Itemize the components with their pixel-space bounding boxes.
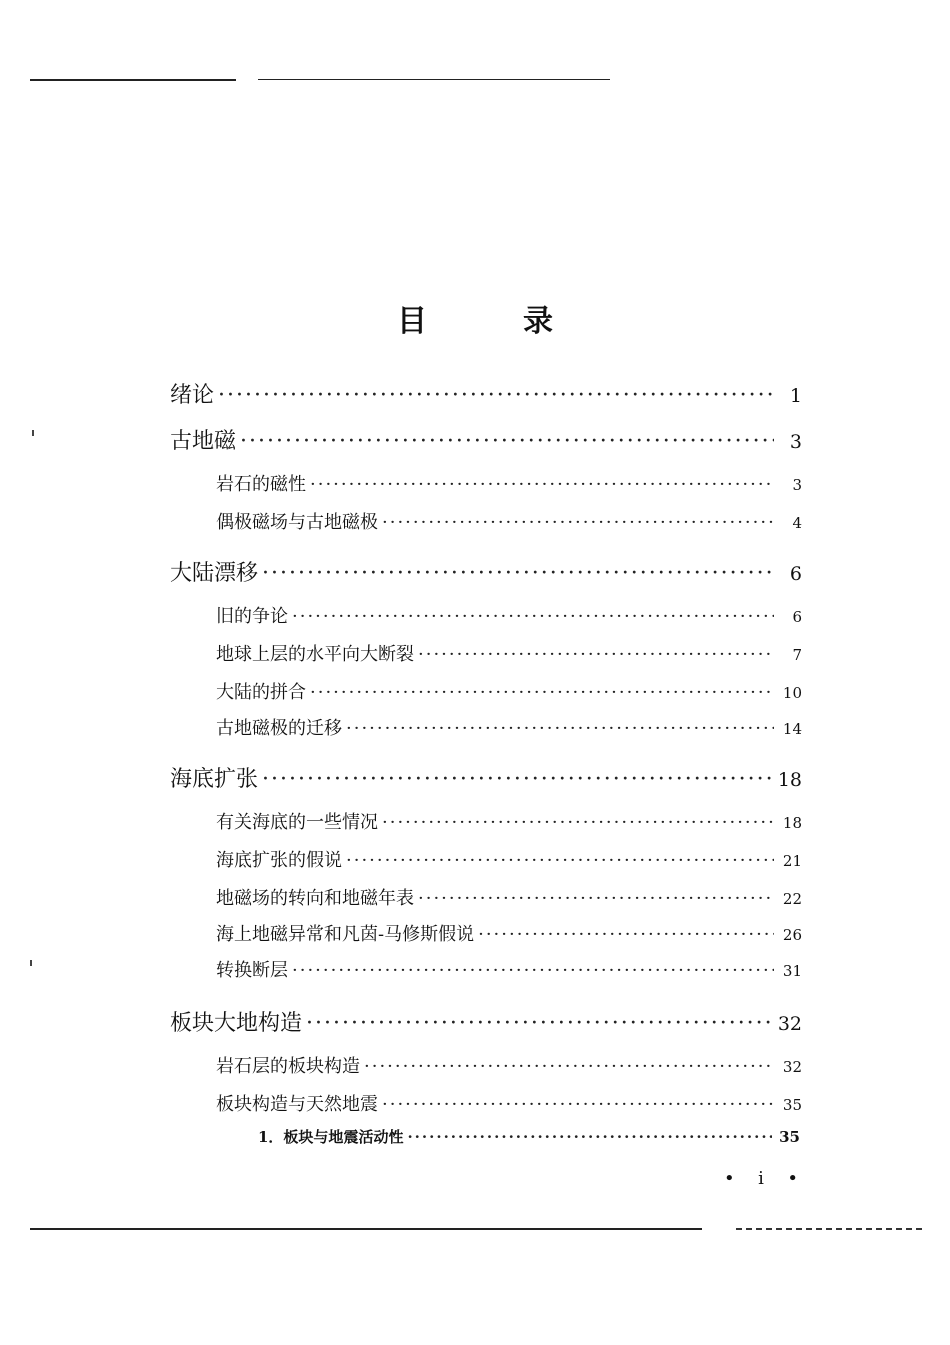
dot-leader bbox=[262, 767, 774, 792]
toc-entry bbox=[216, 846, 802, 872]
toc-entry-page: 7 bbox=[792, 646, 802, 664]
toc-entry bbox=[216, 808, 802, 834]
dot-leader bbox=[262, 561, 774, 586]
toc-entry bbox=[170, 1006, 802, 1037]
toc-entry bbox=[170, 424, 802, 455]
toc-entry-page: 35 bbox=[779, 1128, 800, 1146]
toc-entry-title: 古地磁极的迁移 bbox=[216, 718, 342, 739]
toc-entry-title: 地磁场的转向和地磁年表 bbox=[216, 888, 414, 909]
dot-leader bbox=[418, 644, 774, 665]
title-char: 录 bbox=[523, 304, 553, 339]
toc-entry bbox=[216, 602, 802, 628]
toc-entry-page: 18 bbox=[777, 769, 802, 791]
toc-entry-title: 海上地磁异常和凡茵-马修斯假说 bbox=[216, 924, 475, 945]
folio-mark: • bbox=[787, 1168, 798, 1189]
dot-leader bbox=[478, 924, 774, 945]
dot-leader bbox=[240, 429, 774, 454]
toc-entry bbox=[216, 1090, 802, 1116]
dot-leader bbox=[306, 1011, 774, 1036]
toc-entry-title: 岩石层的板块构造 bbox=[216, 1056, 360, 1077]
toc-entry-page: 32 bbox=[777, 1013, 802, 1035]
folio-numeral: i bbox=[758, 1168, 764, 1189]
toc-entry-title: 地球上层的水平向大断裂 bbox=[216, 644, 414, 665]
dot-leader bbox=[346, 718, 774, 739]
dot-leader bbox=[364, 1056, 774, 1077]
toc-entry bbox=[258, 1126, 800, 1147]
page-number bbox=[724, 1168, 798, 1189]
toc-entry-title: 海底扩张 bbox=[170, 767, 259, 792]
toc-entry-title: 大陆的拼合 bbox=[216, 682, 306, 703]
toc-entry bbox=[170, 556, 802, 587]
toc-entry-title: 偶极磁场与古地磁极 bbox=[216, 512, 378, 533]
toc-entry-page: 10 bbox=[782, 684, 802, 702]
folio-mark: • bbox=[724, 1168, 735, 1189]
toc-entry-title: 绪论 bbox=[170, 383, 215, 408]
toc-entry-page: 6 bbox=[789, 563, 802, 585]
toc-entry bbox=[216, 1052, 802, 1078]
toc-entry bbox=[216, 714, 802, 740]
toc-entry-page: 22 bbox=[782, 890, 802, 908]
toc-entry-title: 板块构造与天然地震 bbox=[216, 1094, 378, 1115]
toc-entry bbox=[216, 920, 802, 946]
toc-entry-page: 1 bbox=[789, 385, 802, 407]
dot-leader bbox=[292, 606, 774, 627]
toc-entry bbox=[216, 508, 802, 534]
toc-entry-title: 古地磁 bbox=[170, 429, 237, 454]
toc-entry-page: 3 bbox=[792, 476, 802, 494]
toc-entry-page: 14 bbox=[782, 720, 802, 738]
toc-entry-page: 35 bbox=[782, 1096, 802, 1114]
toc-entry bbox=[216, 956, 802, 982]
dot-leader bbox=[310, 474, 774, 495]
toc-entry-page: 21 bbox=[782, 852, 802, 870]
title-char: 目 bbox=[397, 304, 427, 339]
toc-entry-title: 板块大地构造 bbox=[170, 1011, 303, 1036]
toc-entry-title: 转换断层 bbox=[216, 960, 288, 981]
toc-entry-title: 有关海底的一些情况 bbox=[216, 812, 378, 833]
toc-entry-page: 6 bbox=[792, 608, 802, 626]
dot-leader bbox=[292, 960, 774, 981]
toc-entry-title: 大陆漂移 bbox=[170, 561, 259, 586]
toc-entry bbox=[170, 762, 802, 793]
toc-entry-title: 旧的争论 bbox=[216, 606, 288, 627]
toc-entry-title: 岩石的磁性 bbox=[216, 474, 306, 495]
toc-entry-title: 海底扩张的假说 bbox=[216, 850, 342, 871]
dot-leader bbox=[382, 1094, 774, 1115]
dot-leader bbox=[346, 850, 774, 871]
dot-leader bbox=[382, 812, 774, 833]
toc-entry-page: 31 bbox=[782, 962, 802, 980]
toc-entry-page: 18 bbox=[782, 814, 802, 832]
toc-entry-page: 3 bbox=[789, 431, 802, 453]
toc-entry-page: 32 bbox=[782, 1058, 802, 1076]
toc-entry-title: 1．板块与地震活动性 bbox=[258, 1128, 404, 1146]
toc-entry bbox=[216, 640, 802, 666]
toc-entry bbox=[216, 470, 802, 496]
toc-entry bbox=[216, 884, 802, 910]
dot-leader bbox=[310, 682, 774, 703]
toc-entry-page: 26 bbox=[782, 926, 802, 944]
dot-leader bbox=[418, 888, 774, 909]
dot-leader bbox=[407, 1128, 772, 1146]
toc-entry bbox=[170, 378, 802, 409]
dot-leader bbox=[382, 512, 774, 533]
dot-leader bbox=[218, 383, 774, 408]
toc-entry-page: 4 bbox=[792, 514, 802, 532]
toc-entry bbox=[216, 678, 802, 704]
